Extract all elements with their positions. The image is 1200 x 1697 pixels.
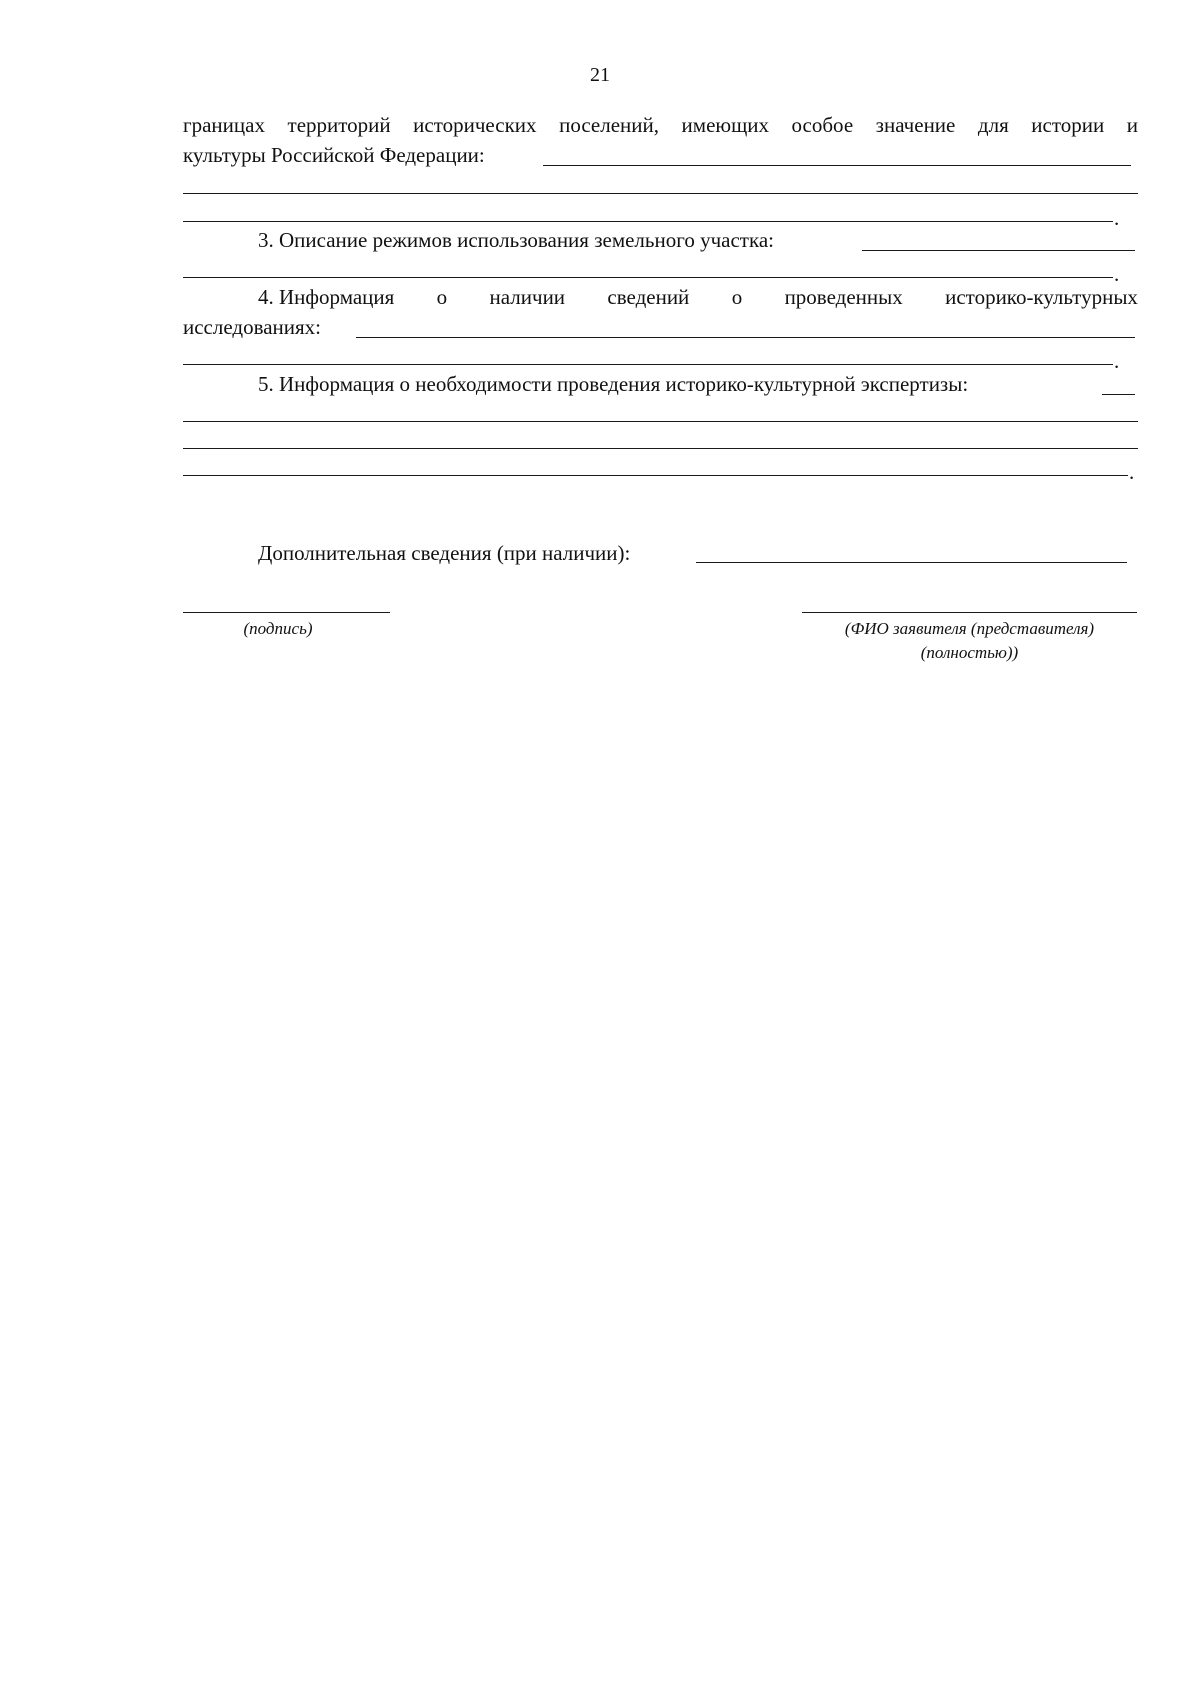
word: историко-культурных xyxy=(945,285,1138,309)
item5-answer-line-2[interactable] xyxy=(183,421,1138,422)
item4-answer-line-2[interactable] xyxy=(183,364,1113,365)
word: имеющих xyxy=(681,113,769,137)
item4-line1 xyxy=(258,284,1138,310)
item4-period: . xyxy=(1114,349,1120,373)
applicant-caption-line-2: (полностью)) xyxy=(920,643,1019,662)
item3-answer-line-2[interactable] xyxy=(183,277,1113,278)
word: истории xyxy=(1031,113,1105,137)
additional-info-label: Дополнительная сведения (при наличии): xyxy=(258,541,631,565)
word: наличии xyxy=(489,285,566,309)
signature-caption: (подпись) xyxy=(243,619,313,638)
section2-answer-line-2[interactable] xyxy=(183,193,1138,194)
item4-line2: исследованиях: xyxy=(183,315,322,339)
item5-label: 5. Информация о необходимости проведения историко-культурной экспертизы: xyxy=(258,372,969,396)
word: значение xyxy=(875,113,956,137)
word: о xyxy=(436,285,448,309)
section2-line1 xyxy=(183,112,1138,138)
item5-answer-line-3[interactable] xyxy=(183,448,1138,449)
item5-answer-line-1[interactable] xyxy=(1102,394,1135,395)
item3-answer-line-1[interactable] xyxy=(862,250,1135,251)
section2-line2: культуры Российской Федерации: xyxy=(183,143,485,167)
word: исторических xyxy=(413,113,537,137)
word: проведенных xyxy=(784,285,903,309)
item4-answer-line-1[interactable] xyxy=(356,337,1135,338)
word: сведений xyxy=(607,285,690,309)
applicant-name-line[interactable] xyxy=(802,612,1137,613)
section2-answer-line-3[interactable] xyxy=(183,221,1113,222)
word: о xyxy=(731,285,743,309)
item3-period: . xyxy=(1114,262,1120,286)
word: границах xyxy=(183,113,265,137)
section2-period: . xyxy=(1114,206,1120,230)
word: и xyxy=(1126,113,1138,137)
word: 4. Информация xyxy=(258,285,395,309)
additional-info-answer-line[interactable] xyxy=(696,562,1127,563)
word: поселений, xyxy=(559,113,660,137)
item3-label: 3. Описание режимов использования земельного участка: xyxy=(258,228,774,252)
word: для xyxy=(977,113,1009,137)
word: территорий xyxy=(287,113,391,137)
item5-answer-line-4[interactable] xyxy=(183,475,1128,476)
signature-line[interactable] xyxy=(183,612,390,613)
word: особое xyxy=(791,113,854,137)
section2-answer-line-1[interactable] xyxy=(543,165,1131,166)
applicant-name-caption xyxy=(802,617,1137,665)
item5-period: . xyxy=(1129,460,1135,484)
page-number: 21 xyxy=(590,64,610,86)
applicant-caption-line-1: (ФИО заявителя (представителя) xyxy=(844,619,1095,638)
